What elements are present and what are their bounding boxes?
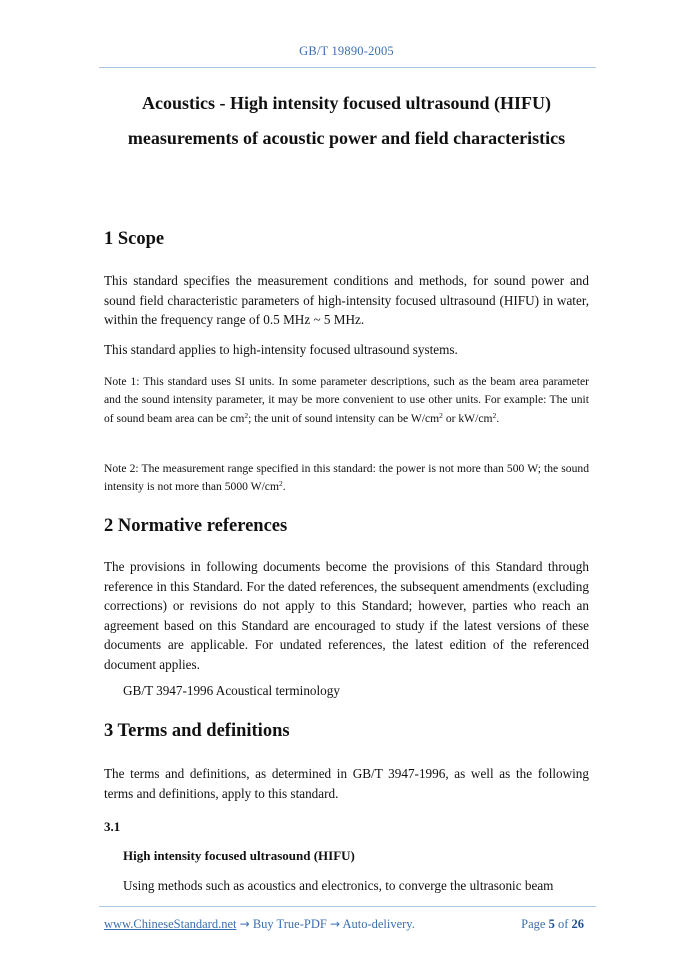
auto-delivery-text: Auto-delivery. bbox=[342, 917, 415, 931]
footer-links bbox=[104, 917, 415, 932]
current-page-number: 5 bbox=[548, 917, 555, 931]
term-3-1-definition: Using methods such as acoustics and electronics, to converge the ultrasonic beam bbox=[123, 878, 554, 893]
section-1-paragraph-1: This standard specifies the measurement conditions and methods, for sound power and sound field characteristic parameters of high-intensity focused ultrasound (HIFU) in water, within the frequency range of 0.5 MHz ~ 5 MHz. bbox=[104, 273, 589, 327]
buy-pdf-link[interactable]: Buy True-PDF bbox=[252, 917, 327, 931]
section-2-paragraph-1: The provisions in following documents become the provisions of this Standard through reference in this Standard. For the dated references, the subsequent amendments (excluding corrections) or revisions do not apply to this Standard; however, parties who reach an agreement based on this Standard are encouraged to study if the latest versions of these documents are applicable. For undated references, the latest edition of the referenced document applies. bbox=[104, 559, 589, 672]
term-3-1-number: 3.1 bbox=[104, 819, 121, 834]
site-link[interactable]: www.ChineseStandard.net bbox=[104, 917, 237, 931]
arrow-right-icon: → bbox=[239, 917, 250, 931]
section-1-paragraph-2: This standard applies to high-intensity focused ultrasound systems. bbox=[104, 342, 458, 357]
header-divider bbox=[99, 67, 596, 68]
section-1-heading: 1 Scope bbox=[104, 229, 165, 249]
normative-reference-item: GB/T 3947-1996 Acoustical terminology bbox=[123, 683, 340, 698]
section-3-heading: 3 Terms and definitions bbox=[104, 721, 290, 741]
page-indicator: Page 5 of 26 bbox=[521, 917, 584, 931]
term-3-1-title: High intensity focused ultrasound (HIFU) bbox=[123, 848, 355, 863]
document-title-line-2: measurements of acoustic power and field characteristics bbox=[127, 128, 566, 148]
section-3-paragraph-1: The terms and definitions, as determined in GB/T 3947-1996, as well as the following terms and definitions, apply to this standard. bbox=[104, 766, 589, 801]
total-page-count: 26 bbox=[571, 917, 584, 931]
header-standard-code: GB/T 19890-2005 bbox=[299, 44, 394, 58]
section-2-heading: 2 Normative references bbox=[104, 516, 288, 536]
note-2: Note 2: The measurement range specified in this standard: the power is not more than 500 W; the sound intensity is not more than 5000 $W/cm^2$. bbox=[104, 462, 589, 494]
arrow-right-icon: → bbox=[329, 917, 340, 931]
document-title-line-1: Acoustics - High intensity focused ultrasound (HIFU) bbox=[141, 93, 552, 113]
note-1: Note 1: This standard uses SI units. In some parameter descriptions, such as the beam area parameter and the sound intensity parameter, it may be more convenient to use other units. For example: The unit of sound beam area can be $cm^2$; the unit of sound intensity can be $W/cm^2$ or $kW/cm^2$. bbox=[104, 375, 589, 425]
footer-divider bbox=[99, 906, 596, 907]
